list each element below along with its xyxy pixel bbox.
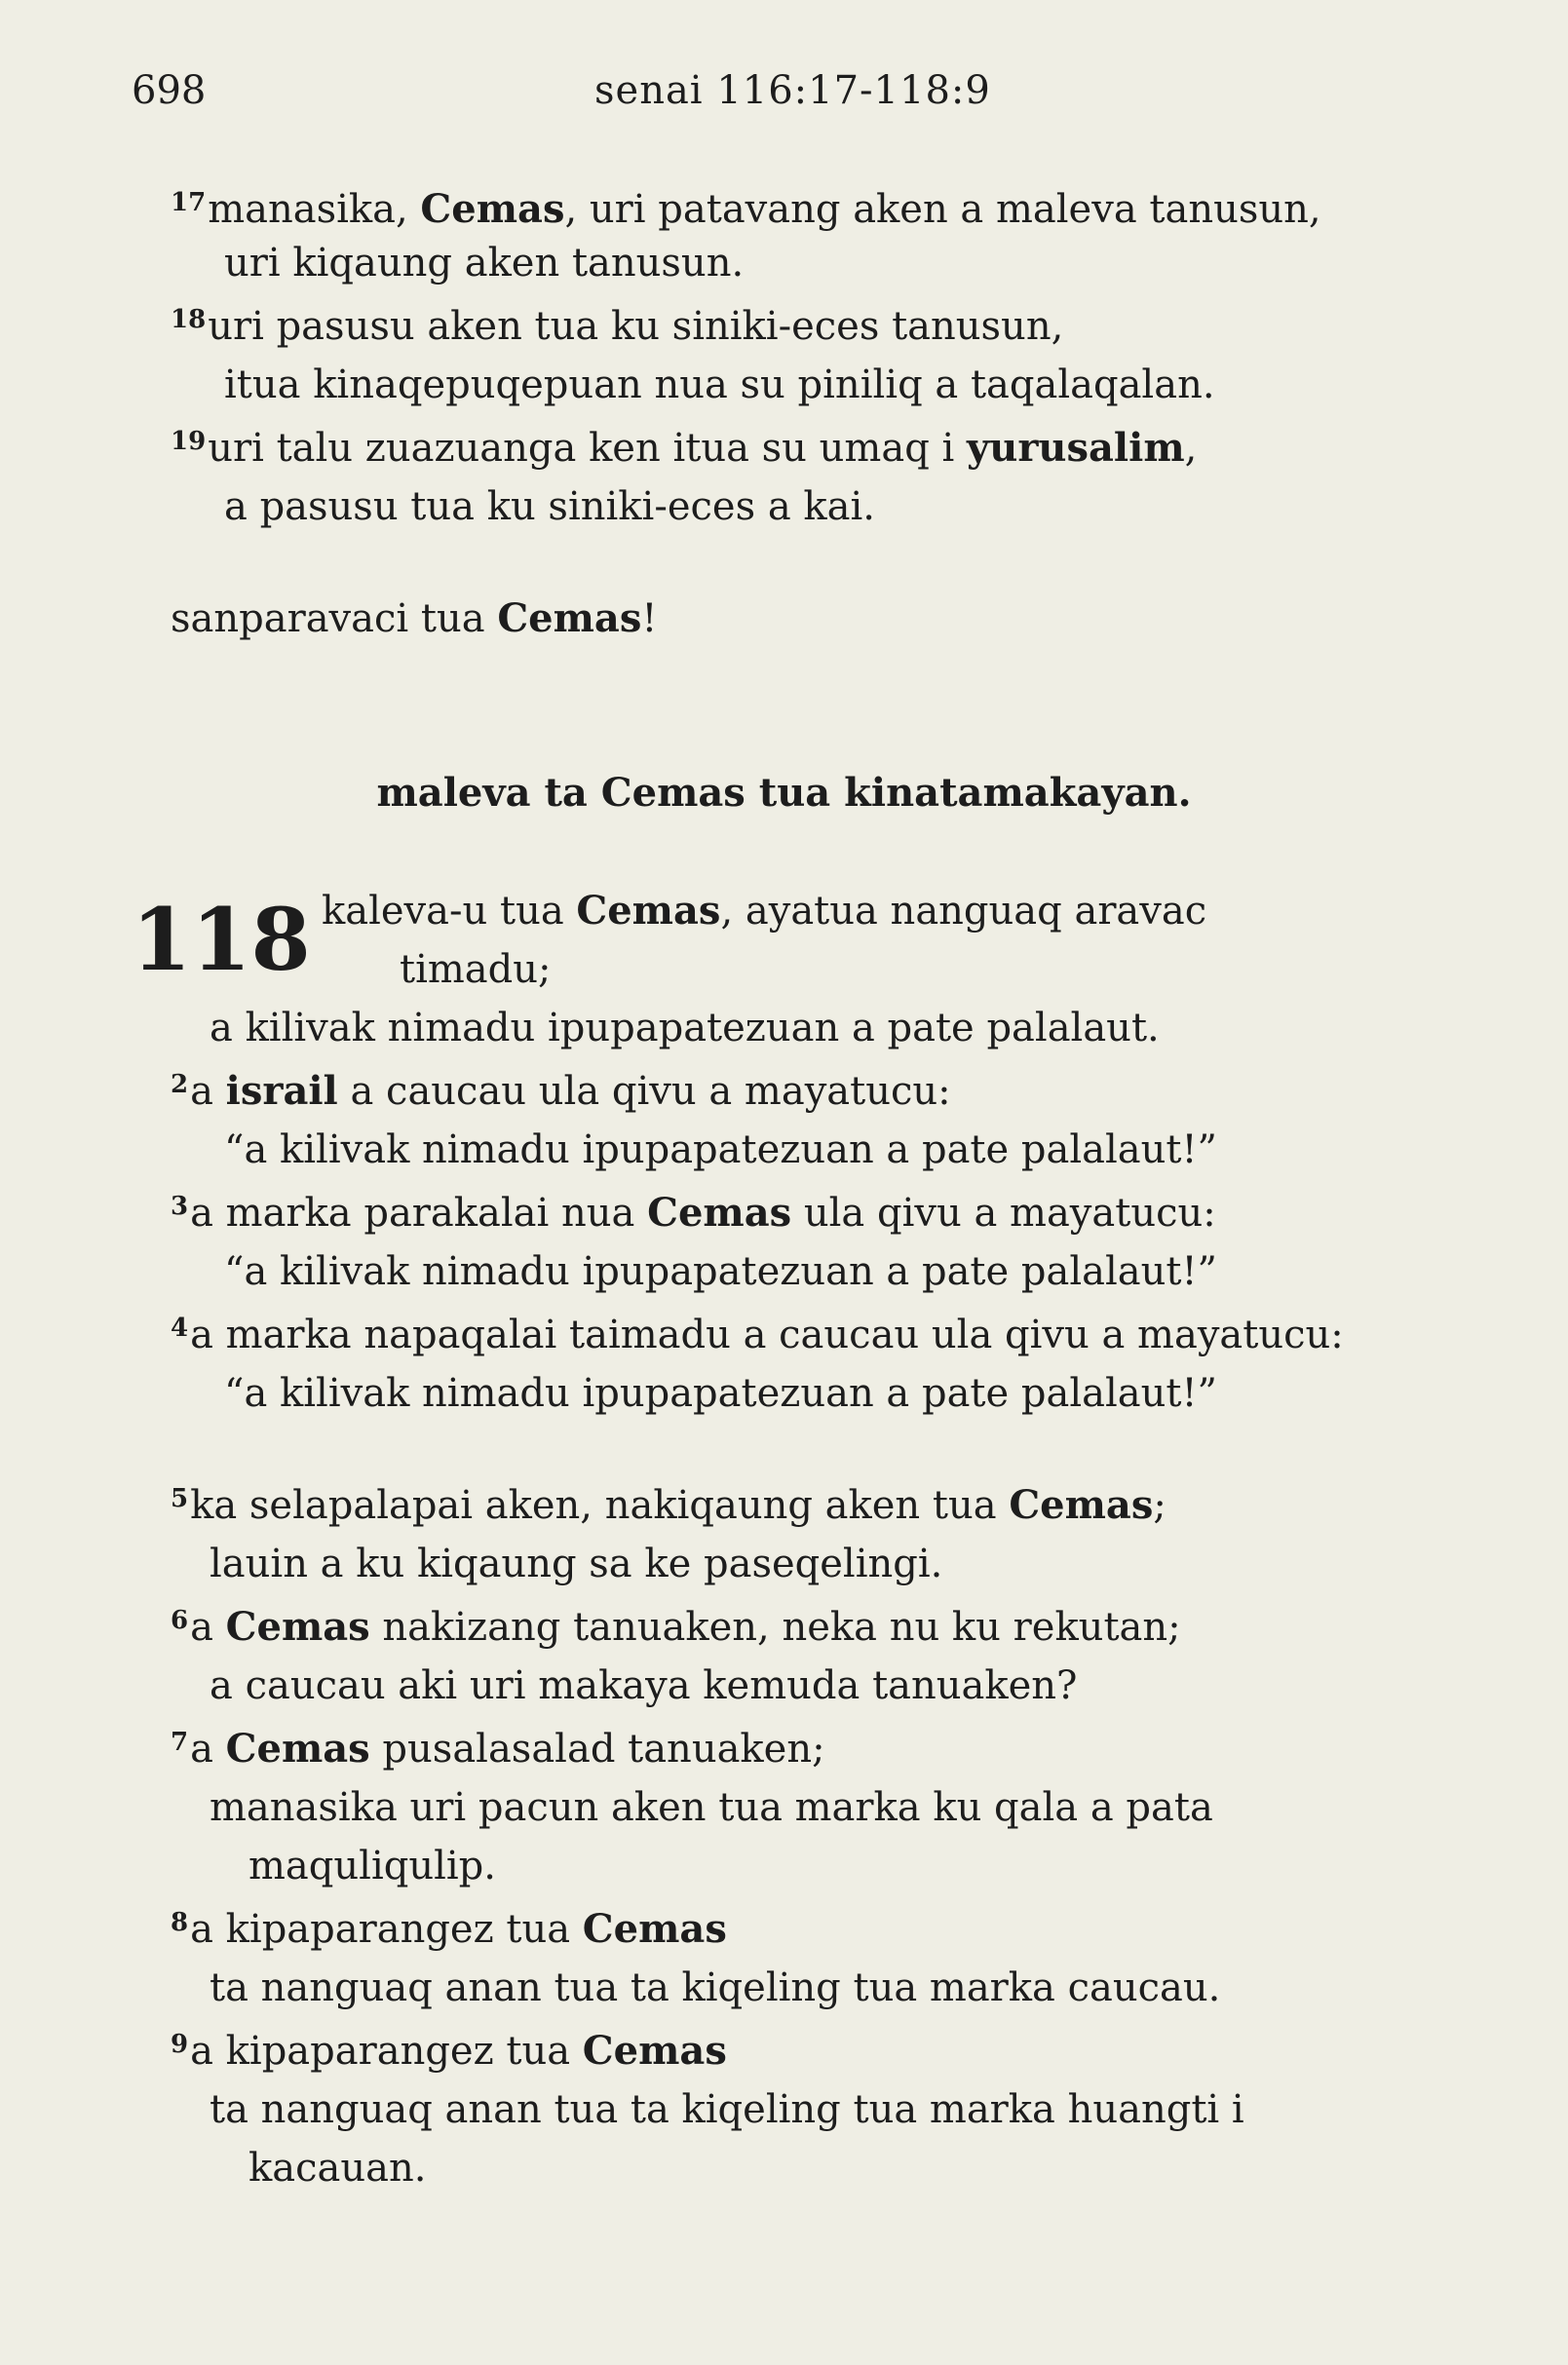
- verse-line: [171, 304, 1064, 349]
- running-title: senai 116:17-118:9: [594, 68, 991, 113]
- section-title: maleva ta Cemas tua kinatamakayan.: [376, 770, 1192, 816]
- verse-text: a marka napaqalai taimadu a caucau ula qivu a mayatucu:: [190, 1313, 1344, 1357]
- bold-term: yurusalim: [967, 425, 1185, 471]
- verse-line: [322, 888, 1207, 934]
- bold-term: Cemas: [647, 1190, 792, 1236]
- verse-text: ka selapalapai aken, nakiqaung aken tua: [190, 1483, 1010, 1528]
- verse-text: a caucau aki uri makaya kemuda tanuaken?: [210, 1663, 1078, 1708]
- verse-line: [171, 1313, 1344, 1357]
- verse-number: 3: [171, 1192, 189, 1221]
- verse-line: [224, 362, 1215, 407]
- verse-line: [224, 1127, 1217, 1172]
- bold-term: Cemas: [1009, 1482, 1154, 1528]
- verse-text: a: [190, 1069, 226, 1114]
- verse-line: [171, 2028, 727, 2074]
- verse-line: [171, 595, 658, 641]
- verse-text: pusalasalad tanuaken;: [369, 1727, 825, 1772]
- page-number: 698: [132, 68, 207, 113]
- verse-line: [171, 1068, 951, 1114]
- verse-text: sanparavaci tua: [171, 596, 498, 641]
- chapter-number: 118: [132, 889, 311, 990]
- bold-term: Cemas: [225, 1726, 370, 1772]
- verse-line: [210, 1785, 1213, 1830]
- verse-number: 2: [171, 1070, 189, 1099]
- verse-text: ;: [1153, 1483, 1166, 1528]
- verse-line: [171, 186, 1321, 232]
- verse-line: [171, 1482, 1166, 1528]
- verse-text: a marka parakalai nua: [190, 1191, 648, 1236]
- verse-text: a kipaparangez tua: [190, 1907, 583, 1952]
- verse-line: [171, 1604, 1181, 1650]
- verse-line: [171, 1726, 825, 1772]
- page-header: [132, 68, 1398, 127]
- verse-text: kaleva-u tua: [322, 889, 577, 934]
- bold-term: israil: [225, 1068, 338, 1114]
- verse-number: 4: [171, 1314, 189, 1343]
- verse-text: a kilivak nimadu ipupapatezuan a pate palalaut.: [210, 1006, 1160, 1050]
- verse-number: 6: [171, 1606, 189, 1635]
- verse-line: [171, 1906, 727, 1952]
- verse-line: [249, 1844, 497, 1888]
- verse-line: [224, 241, 745, 286]
- verse-number: 9: [171, 2030, 189, 2059]
- bold-term: Cemas: [582, 2028, 727, 2074]
- verse-text: itua kinaqepuqepuan nua su piniliq a taqalaqalan.: [224, 362, 1215, 407]
- verse-text: ,: [1184, 426, 1198, 471]
- verse-text: uri talu zuazuanga ken itua su umaq i: [208, 426, 968, 471]
- bold-term: Cemas: [582, 1906, 727, 1952]
- verse-line: [210, 2087, 1244, 2132]
- verse-line: [210, 1006, 1160, 1050]
- verse-line: [171, 425, 1198, 471]
- verse-text: kacauan.: [249, 2146, 427, 2191]
- verse-number: 19: [171, 427, 207, 456]
- verse-text: uri pasusu aken tua ku siniki-eces tanusun,: [208, 304, 1064, 349]
- verse-number: 17: [171, 188, 207, 217]
- verse-text: a: [190, 1727, 226, 1772]
- bold-term: Cemas: [420, 186, 565, 232]
- verse-text: a kipaparangez tua: [190, 2029, 583, 2074]
- verse-text: uri kiqaung aken tanusun.: [224, 241, 745, 286]
- verse-text: timadu;: [400, 947, 552, 992]
- verse-line: [400, 947, 552, 992]
- verse-line: [224, 1371, 1217, 1416]
- verse-text: a pasusu tua ku siniki-eces a kai.: [224, 484, 875, 529]
- verse-text: ula qivu a mayatucu:: [791, 1191, 1216, 1236]
- verse-text: lauin a ku kiqaung sa ke paseqelingi.: [210, 1542, 943, 1586]
- verse-text: a: [190, 1605, 226, 1650]
- verse-line: [210, 1965, 1221, 2010]
- verse-line: [171, 1190, 1216, 1236]
- bold-term: Cemas: [497, 595, 642, 641]
- verse-text: “a kilivak nimadu ipupapatezuan a pate palalaut!”: [224, 1371, 1217, 1416]
- verse-text: maquliqulip.: [249, 1844, 497, 1888]
- verse-number: 8: [171, 1908, 189, 1937]
- verse-line: [224, 484, 875, 529]
- verse-text: nakizang tanuaken, neka nu ku rekutan;: [369, 1605, 1181, 1650]
- verse-number: 5: [171, 1484, 189, 1513]
- verse-text: manasika uri pacun aken tua marka ku qala a pata: [210, 1785, 1213, 1830]
- verse-text: ta nanguaq anan tua ta kiqeling tua marka caucau.: [210, 1965, 1221, 2010]
- bold-term: Cemas: [225, 1604, 370, 1650]
- verse-text: a caucau ula qivu a mayatucu:: [337, 1069, 951, 1114]
- bold-term: Cemas: [576, 888, 721, 934]
- verse-line: [224, 1249, 1217, 1294]
- verse-text: , ayatua nanguaq aravac: [720, 889, 1207, 934]
- verse-text: !: [641, 596, 658, 641]
- verse-text: manasika,: [208, 187, 421, 232]
- verse-text: “a kilivak nimadu ipupapatezuan a pate palalaut!”: [224, 1127, 1217, 1172]
- verse-line: [210, 1542, 943, 1586]
- verse-number: 18: [171, 305, 207, 334]
- verse-text: ta nanguaq anan tua ta kiqeling tua marka huangti i: [210, 2087, 1244, 2132]
- verse-line: [210, 1663, 1078, 1708]
- verse-line: [249, 2146, 427, 2191]
- verse-number: 7: [171, 1728, 189, 1757]
- verse-text: , uri patavang aken a maleva tanusun,: [564, 187, 1321, 232]
- verse-text: “a kilivak nimadu ipupapatezuan a pate palalaut!”: [224, 1249, 1217, 1294]
